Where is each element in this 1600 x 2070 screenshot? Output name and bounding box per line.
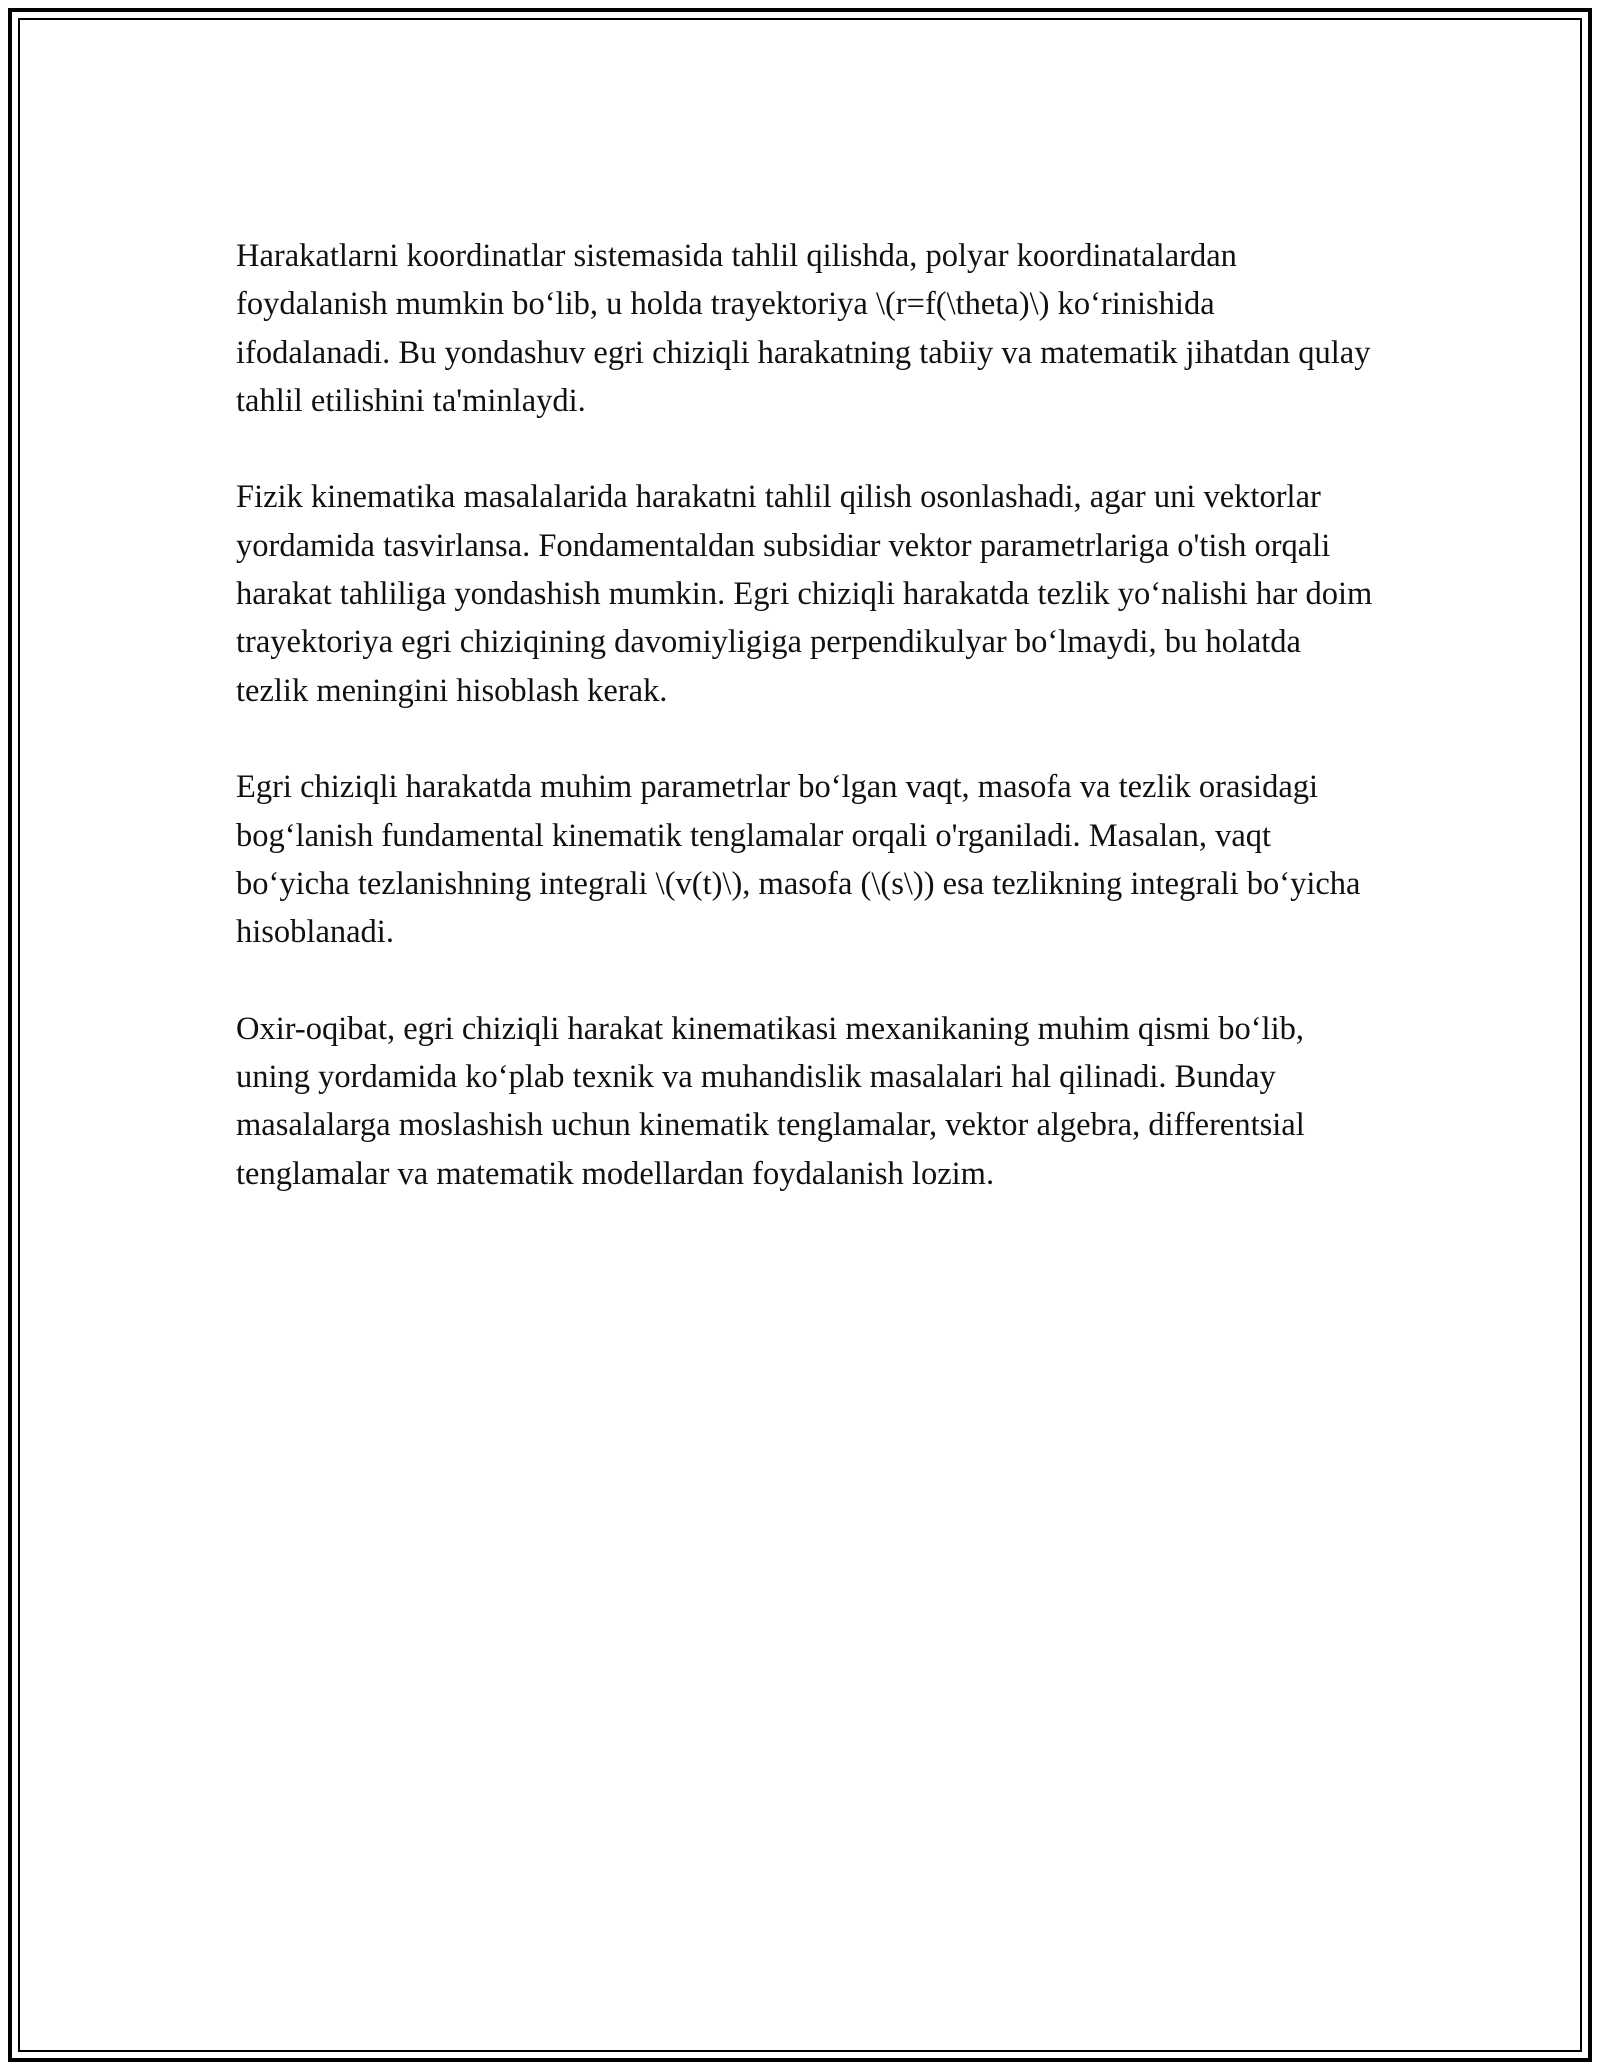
paragraph-polar-coordinates: Harakatlarni koordinatlar sistemasida tahlil qilishda, polyar koordinatalardan foydalanish mumkin bo‘lib, u holda trayektoriya \(r=f(\theta)\) ko‘rinishida ifodalanadi. Bu yondashuv egri chiziqli harakatning tabiiy va matematik jihatdan qulay tahlil etilishini ta'minlaydi. bbox=[236, 238, 1371, 419]
paragraph-kinematic-equations: Egri chiziqli harakatda muhim parametrlar bo‘lgan vaqt, masofa va tezlik orasidagi bog‘lanish fundamental kinematik tenglamalar orqali o'rganiladi. Masalan, vaqt bo‘yicha tezlanishning integrali \(v(t)\), masofa (\(s\)) esa tezlikning integrali bo‘yicha hisoblanadi. bbox=[236, 769, 1361, 951]
paragraph-vector-kinematics: Fizik kinematika masalalarida harakatni tahlil qilish osonlashadi, agar uni vektorlar yordamida tasvirlansa. Fondamentaldan subsidiar vektor parametrlariga o'tish orqali harakat tahliliga yondashish mumkin. Egri chiziqli harakatda tezlik yo‘nalishi har doim trayektoriya egri chiziqining davomiyligiga perpendikulyar bo‘lmaydi, bu holatda tezlik meningini hisoblash kerak. bbox=[236, 479, 1373, 709]
paragraph-conclusion: Oxir-oqibat, egri chiziqli harakat kinematikasi mexanikaning muhim qismi bo‘lib, uning yordamida ko‘plab texnik va muhandislik masalalari hal qilinadi. Bunday masalalarga moslashish uchun kinematik tenglamalar, vektor algebra, differentsial tenglamalar va matematik modellardan foydalanish lozim. bbox=[236, 1010, 1305, 1192]
document-body bbox=[236, 232, 1376, 1246]
